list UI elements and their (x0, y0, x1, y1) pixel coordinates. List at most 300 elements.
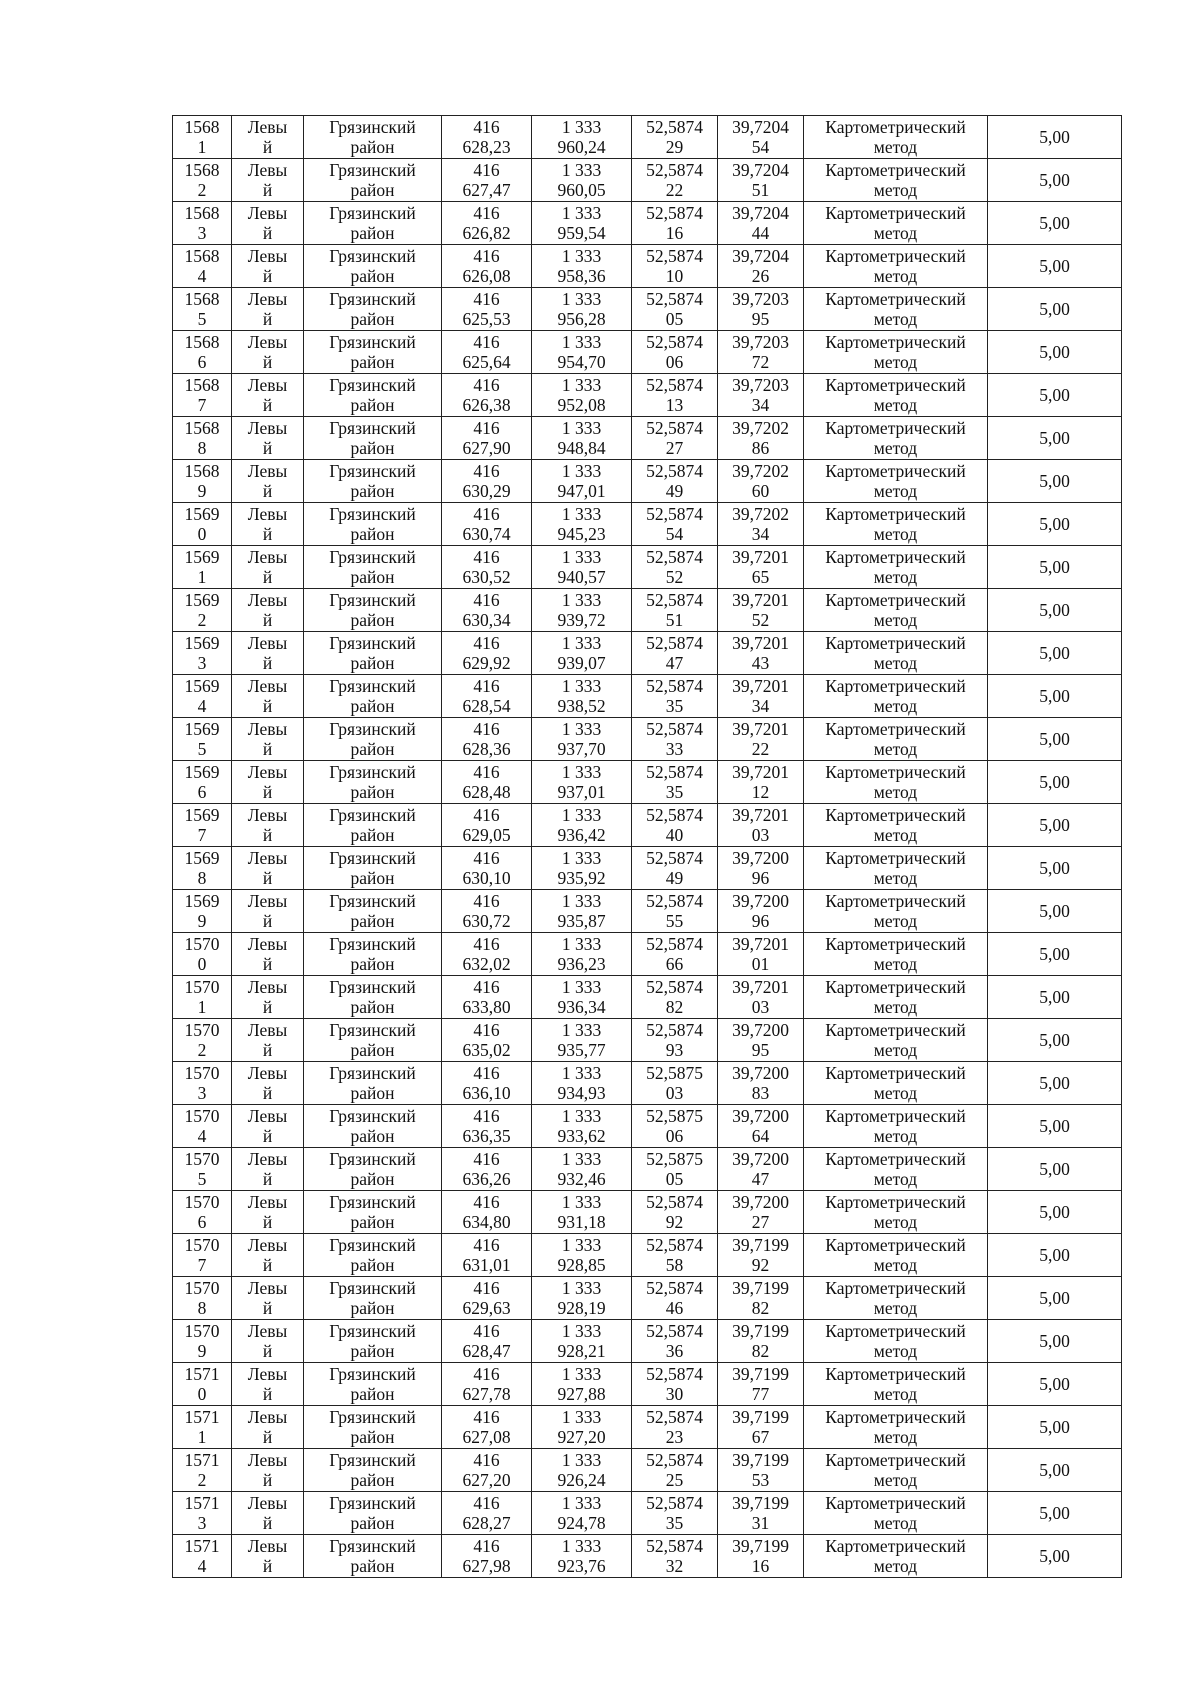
longitude-cell-line: 39,7204 (732, 246, 789, 266)
x-coordinate-cell-line: 627,98 (462, 1556, 511, 1576)
district-cell-line: Грязинский (329, 375, 416, 395)
side-cell-line: й (262, 739, 273, 759)
side-cell-line: Левы (247, 633, 288, 653)
x-coordinate-cell (442, 116, 532, 159)
point-number-cell-line: 3 (197, 223, 207, 243)
accuracy-cell: 5,00 (988, 1277, 1122, 1320)
side-cell (232, 976, 304, 1019)
district-cell-line: район (350, 653, 395, 673)
side-cell (232, 761, 304, 804)
method-cell-line: Картометрический (825, 848, 966, 868)
method-cell-line: метод (873, 266, 918, 286)
accuracy-cell: 5,00 (988, 374, 1122, 417)
side-cell (232, 1320, 304, 1363)
point-number-cell (173, 1062, 232, 1105)
x-coordinate-cell-line: 629,05 (462, 825, 511, 845)
method-cell-line: метод (873, 610, 918, 630)
longitude-cell-line: 67 (751, 1427, 770, 1447)
method-cell-line: метод (873, 1255, 918, 1275)
x-coordinate-cell (442, 804, 532, 847)
latitude-cell-line: 52,5874 (646, 762, 703, 782)
table-row (173, 1449, 1122, 1492)
side-cell (232, 159, 304, 202)
longitude-cell-line: 39,7201 (732, 547, 789, 567)
y-coordinate-cell-line: 958,36 (557, 266, 606, 286)
longitude-cell-line: 34 (751, 524, 770, 544)
y-coordinate-cell (532, 675, 632, 718)
method-cell-line: метод (873, 1470, 918, 1490)
accuracy-cell: 5,00 (988, 847, 1122, 890)
district-cell (304, 1062, 442, 1105)
method-cell (804, 202, 988, 245)
latitude-cell-line: 51 (665, 610, 684, 630)
point-number-cell-line: 9 (197, 911, 207, 931)
district-cell-line: Грязинский (329, 117, 416, 137)
longitude-cell-line: 39,7202 (732, 504, 789, 524)
latitude-cell-line: 52,5874 (646, 805, 703, 825)
method-cell-line: метод (873, 395, 918, 415)
point-number-cell (173, 1191, 232, 1234)
x-coordinate-cell-line: 416 (473, 1407, 500, 1427)
x-coordinate-cell-line: 416 (473, 1493, 500, 1513)
longitude-cell (718, 761, 804, 804)
point-number-cell (173, 1148, 232, 1191)
point-number-cell-line: 1568 (184, 461, 220, 481)
longitude-cell (718, 1535, 804, 1578)
latitude-cell (632, 202, 718, 245)
district-cell-line: район (350, 481, 395, 501)
side-cell-line: Левы (247, 332, 288, 352)
y-coordinate-cell-line: 936,34 (557, 997, 606, 1017)
table-row (173, 1062, 1122, 1105)
latitude-cell-line: 25 (665, 1470, 684, 1490)
district-cell (304, 804, 442, 847)
accuracy-cell: 5,00 (988, 890, 1122, 933)
y-coordinate-cell-line: 1 333 (561, 332, 602, 352)
latitude-cell-line: 52,5874 (646, 1493, 703, 1513)
x-coordinate-cell-line: 628,23 (462, 137, 511, 157)
district-cell (304, 460, 442, 503)
latitude-cell (632, 546, 718, 589)
side-cell-line: Левы (247, 848, 288, 868)
table-row (173, 761, 1122, 804)
latitude-cell-line: 55 (665, 911, 684, 931)
latitude-cell-line: 06 (665, 352, 684, 372)
longitude-cell-line: 96 (751, 868, 770, 888)
point-number-cell (173, 1535, 232, 1578)
longitude-cell-line: 82 (751, 1298, 770, 1318)
district-cell-line: Грязинский (329, 246, 416, 266)
y-coordinate-cell (532, 503, 632, 546)
latitude-cell (632, 1449, 718, 1492)
longitude-cell (718, 933, 804, 976)
x-coordinate-cell (442, 1148, 532, 1191)
y-coordinate-cell-line: 1 333 (561, 934, 602, 954)
table-row (173, 159, 1122, 202)
side-cell (232, 546, 304, 589)
x-coordinate-cell (442, 847, 532, 890)
side-cell-line: й (262, 610, 273, 630)
side-cell-line: й (262, 1255, 273, 1275)
point-number-cell-line: 3 (197, 1083, 207, 1103)
latitude-cell (632, 1019, 718, 1062)
district-cell (304, 718, 442, 761)
latitude-cell-line: 05 (665, 309, 684, 329)
point-number-cell-line: 1569 (184, 719, 220, 739)
method-cell-line: Картометрический (825, 203, 966, 223)
method-cell-line: Картометрический (825, 1493, 966, 1513)
district-cell-line: Грязинский (329, 1407, 416, 1427)
longitude-cell (718, 675, 804, 718)
side-cell (232, 804, 304, 847)
longitude-cell (718, 245, 804, 288)
x-coordinate-cell (442, 159, 532, 202)
side-cell-line: Левы (247, 1364, 288, 1384)
method-cell (804, 245, 988, 288)
latitude-cell-line: 52,5874 (646, 1450, 703, 1470)
table-row (173, 1234, 1122, 1277)
method-cell (804, 1105, 988, 1148)
table-body (173, 116, 1122, 1578)
method-cell-line: метод (873, 137, 918, 157)
x-coordinate-cell-line: 628,48 (462, 782, 511, 802)
longitude-cell-line: 12 (751, 782, 770, 802)
y-coordinate-cell-line: 960,24 (557, 137, 606, 157)
y-coordinate-cell-line: 939,07 (557, 653, 606, 673)
y-coordinate-cell (532, 632, 632, 675)
x-coordinate-cell-line: 635,02 (462, 1040, 511, 1060)
point-number-cell (173, 1234, 232, 1277)
x-coordinate-cell-line: 416 (473, 1321, 500, 1341)
point-number-cell-line: 4 (197, 266, 207, 286)
method-cell-line: метод (873, 352, 918, 372)
y-coordinate-cell (532, 1492, 632, 1535)
method-cell (804, 933, 988, 976)
longitude-cell-line: 26 (751, 266, 770, 286)
method-cell-line: Картометрический (825, 504, 966, 524)
y-coordinate-cell-line: 1 333 (561, 203, 602, 223)
x-coordinate-cell-line: 416 (473, 246, 500, 266)
district-cell (304, 374, 442, 417)
side-cell (232, 1277, 304, 1320)
method-cell-line: Картометрический (825, 418, 966, 438)
method-cell-line: метод (873, 997, 918, 1017)
latitude-cell-line: 52,5874 (646, 418, 703, 438)
side-cell-line: Левы (247, 1020, 288, 1040)
point-number-cell (173, 1105, 232, 1148)
district-cell (304, 847, 442, 890)
district-cell-line: Грязинский (329, 891, 416, 911)
longitude-cell-line: 39,7199 (732, 1235, 789, 1255)
point-number-cell-line: 1570 (184, 1149, 220, 1169)
x-coordinate-cell-line: 627,08 (462, 1427, 511, 1447)
latitude-cell-line: 58 (665, 1255, 684, 1275)
method-cell (804, 675, 988, 718)
point-number-cell-line: 8 (197, 1298, 207, 1318)
district-cell (304, 1277, 442, 1320)
district-cell (304, 589, 442, 632)
point-number-cell-line: 1570 (184, 977, 220, 997)
side-cell-line: Левы (247, 289, 288, 309)
y-coordinate-cell-line: 1 333 (561, 461, 602, 481)
side-cell-line: й (262, 1212, 273, 1232)
point-number-cell-line: 1569 (184, 676, 220, 696)
latitude-cell-line: 22 (665, 180, 684, 200)
accuracy-cell: 5,00 (988, 632, 1122, 675)
point-number-cell-line: 6 (197, 1212, 207, 1232)
x-coordinate-cell-line: 416 (473, 375, 500, 395)
latitude-cell (632, 245, 718, 288)
longitude-cell-line: 44 (751, 223, 770, 243)
district-cell (304, 1449, 442, 1492)
longitude-cell-line: 39,7200 (732, 848, 789, 868)
x-coordinate-cell-line: 416 (473, 719, 500, 739)
district-cell-line: Грязинский (329, 1321, 416, 1341)
table-row (173, 1492, 1122, 1535)
x-coordinate-cell-line: 626,38 (462, 395, 511, 415)
x-coordinate-cell (442, 632, 532, 675)
method-cell-line: метод (873, 739, 918, 759)
point-number-cell (173, 1277, 232, 1320)
district-cell-line: Грязинский (329, 977, 416, 997)
table-row (173, 1019, 1122, 1062)
district-cell-line: район (350, 782, 395, 802)
longitude-cell (718, 1492, 804, 1535)
side-cell-line: Левы (247, 160, 288, 180)
x-coordinate-cell-line: 630,52 (462, 567, 511, 587)
table-row (173, 503, 1122, 546)
side-cell (232, 1191, 304, 1234)
latitude-cell-line: 52,5874 (646, 203, 703, 223)
side-cell (232, 417, 304, 460)
side-cell-line: й (262, 1341, 273, 1361)
y-coordinate-cell-line: 1 333 (561, 1106, 602, 1126)
x-coordinate-cell (442, 718, 532, 761)
district-cell (304, 1148, 442, 1191)
side-cell (232, 116, 304, 159)
latitude-cell (632, 1320, 718, 1363)
side-cell-line: й (262, 567, 273, 587)
district-cell-line: район (350, 911, 395, 931)
latitude-cell-line: 35 (665, 696, 684, 716)
side-cell-line: й (262, 954, 273, 974)
y-coordinate-cell-line: 937,01 (557, 782, 606, 802)
accuracy-cell: 5,00 (988, 1406, 1122, 1449)
point-number-cell (173, 245, 232, 288)
longitude-cell (718, 1062, 804, 1105)
latitude-cell-line: 52,5874 (646, 1536, 703, 1556)
y-coordinate-cell-line: 956,28 (557, 309, 606, 329)
longitude-cell (718, 1363, 804, 1406)
latitude-cell-line: 52,5874 (646, 1321, 703, 1341)
longitude-cell (718, 1277, 804, 1320)
method-cell-line: метод (873, 481, 918, 501)
side-cell-line: Левы (247, 590, 288, 610)
district-cell-line: район (350, 997, 395, 1017)
district-cell-line: Грязинский (329, 461, 416, 481)
side-cell-line: Левы (247, 1235, 288, 1255)
point-number-cell-line: 8 (197, 438, 207, 458)
y-coordinate-cell (532, 1277, 632, 1320)
x-coordinate-cell-line: 416 (473, 504, 500, 524)
method-cell (804, 288, 988, 331)
latitude-cell-line: 52,5874 (646, 1278, 703, 1298)
side-cell-line: Левы (247, 676, 288, 696)
method-cell-line: Картометрический (825, 805, 966, 825)
latitude-cell-line: 49 (665, 868, 684, 888)
longitude-cell (718, 460, 804, 503)
latitude-cell (632, 460, 718, 503)
accuracy-cell: 5,00 (988, 675, 1122, 718)
district-cell-line: Грязинский (329, 504, 416, 524)
method-cell-line: метод (873, 567, 918, 587)
latitude-cell (632, 1062, 718, 1105)
latitude-cell-line: 06 (665, 1126, 684, 1146)
point-number-cell-line: 1 (197, 137, 207, 157)
y-coordinate-cell-line: 924,78 (557, 1513, 606, 1533)
x-coordinate-cell (442, 761, 532, 804)
latitude-cell (632, 1406, 718, 1449)
latitude-cell (632, 288, 718, 331)
accuracy-cell: 5,00 (988, 417, 1122, 460)
x-coordinate-cell-line: 416 (473, 1149, 500, 1169)
district-cell-line: район (350, 1083, 395, 1103)
y-coordinate-cell-line: 935,77 (557, 1040, 606, 1060)
latitude-cell-line: 52,5874 (646, 289, 703, 309)
x-coordinate-cell (442, 1062, 532, 1105)
latitude-cell-line: 52,5874 (646, 1235, 703, 1255)
side-cell (232, 632, 304, 675)
y-coordinate-cell-line: 1 333 (561, 676, 602, 696)
latitude-cell-line: 52,5874 (646, 160, 703, 180)
method-cell (804, 976, 988, 1019)
x-coordinate-cell-line: 416 (473, 461, 500, 481)
method-cell-line: Картометрический (825, 719, 966, 739)
x-coordinate-cell-line: 630,10 (462, 868, 511, 888)
table-row (173, 374, 1122, 417)
longitude-cell-line: 83 (751, 1083, 770, 1103)
point-number-cell-line: 1568 (184, 117, 220, 137)
accuracy-cell: 5,00 (988, 1191, 1122, 1234)
x-coordinate-cell-line: 630,29 (462, 481, 511, 501)
x-coordinate-cell-line: 416 (473, 547, 500, 567)
point-number-cell-line: 1568 (184, 332, 220, 352)
method-cell-line: метод (873, 954, 918, 974)
point-number-cell-line: 1569 (184, 504, 220, 524)
method-cell (804, 1492, 988, 1535)
district-cell-line: Грязинский (329, 934, 416, 954)
y-coordinate-cell-line: 1 333 (561, 1321, 602, 1341)
side-cell-line: Левы (247, 1493, 288, 1513)
longitude-cell (718, 1406, 804, 1449)
side-cell-line: Левы (247, 977, 288, 997)
y-coordinate-cell (532, 933, 632, 976)
district-cell-line: Грязинский (329, 1063, 416, 1083)
longitude-cell-line: 72 (751, 352, 770, 372)
longitude-cell-line: 39,7199 (732, 1407, 789, 1427)
y-coordinate-cell-line: 1 333 (561, 1020, 602, 1040)
longitude-cell-line: 92 (751, 1255, 770, 1275)
x-coordinate-cell-line: 416 (473, 934, 500, 954)
latitude-cell-line: 35 (665, 1513, 684, 1533)
side-cell-line: Левы (247, 805, 288, 825)
latitude-cell-line: 03 (665, 1083, 684, 1103)
method-cell (804, 1191, 988, 1234)
x-coordinate-cell-line: 416 (473, 1450, 500, 1470)
table-row (173, 589, 1122, 632)
x-coordinate-cell-line: 627,78 (462, 1384, 511, 1404)
side-cell (232, 1148, 304, 1191)
table-row (173, 718, 1122, 761)
accuracy-cell: 5,00 (988, 1148, 1122, 1191)
longitude-cell-line: 39,7201 (732, 590, 789, 610)
y-coordinate-cell-line: 1 333 (561, 547, 602, 567)
method-cell-line: Картометрический (825, 332, 966, 352)
method-cell-line: Картометрический (825, 934, 966, 954)
district-cell (304, 933, 442, 976)
latitude-cell-line: 52,5874 (646, 590, 703, 610)
y-coordinate-cell-line: 1 333 (561, 762, 602, 782)
x-coordinate-cell-line: 626,08 (462, 266, 511, 286)
district-cell-line: район (350, 223, 395, 243)
point-number-cell-line: 1570 (184, 1321, 220, 1341)
y-coordinate-cell-line: 1 333 (561, 418, 602, 438)
table-row (173, 1363, 1122, 1406)
x-coordinate-cell (442, 1191, 532, 1234)
district-cell-line: район (350, 1513, 395, 1533)
latitude-cell (632, 976, 718, 1019)
table-row (173, 804, 1122, 847)
longitude-cell-line: 39,7201 (732, 762, 789, 782)
district-cell-line: Грязинский (329, 1149, 416, 1169)
longitude-cell (718, 159, 804, 202)
point-number-cell-line: 1570 (184, 1063, 220, 1083)
point-number-cell-line: 9 (197, 481, 207, 501)
method-cell-line: Картометрический (825, 1235, 966, 1255)
district-cell-line: Грязинский (329, 719, 416, 739)
accuracy-cell: 5,00 (988, 1062, 1122, 1105)
side-cell-line: й (262, 180, 273, 200)
method-cell-line: Картометрический (825, 1321, 966, 1341)
accuracy-cell: 5,00 (988, 546, 1122, 589)
district-cell-line: район (350, 266, 395, 286)
side-cell (232, 1062, 304, 1105)
side-cell (232, 589, 304, 632)
table-row (173, 933, 1122, 976)
x-coordinate-cell-line: 627,20 (462, 1470, 511, 1490)
latitude-cell-line: 66 (665, 954, 684, 974)
longitude-cell-line: 39,7201 (732, 977, 789, 997)
method-cell-line: Картометрический (825, 1106, 966, 1126)
longitude-cell (718, 804, 804, 847)
district-cell-line: район (350, 1169, 395, 1189)
latitude-cell (632, 632, 718, 675)
accuracy-cell: 5,00 (988, 933, 1122, 976)
side-cell (232, 890, 304, 933)
district-cell (304, 202, 442, 245)
point-number-cell (173, 374, 232, 417)
y-coordinate-cell-line: 933,62 (557, 1126, 606, 1146)
district-cell-line: Грязинский (329, 633, 416, 653)
x-coordinate-cell (442, 245, 532, 288)
method-cell-line: метод (873, 1040, 918, 1060)
district-cell (304, 675, 442, 718)
method-cell-line: Картометрический (825, 160, 966, 180)
district-cell-line: Грязинский (329, 160, 416, 180)
district-cell-line: район (350, 1556, 395, 1576)
method-cell-line: метод (873, 1556, 918, 1576)
table-row (173, 847, 1122, 890)
